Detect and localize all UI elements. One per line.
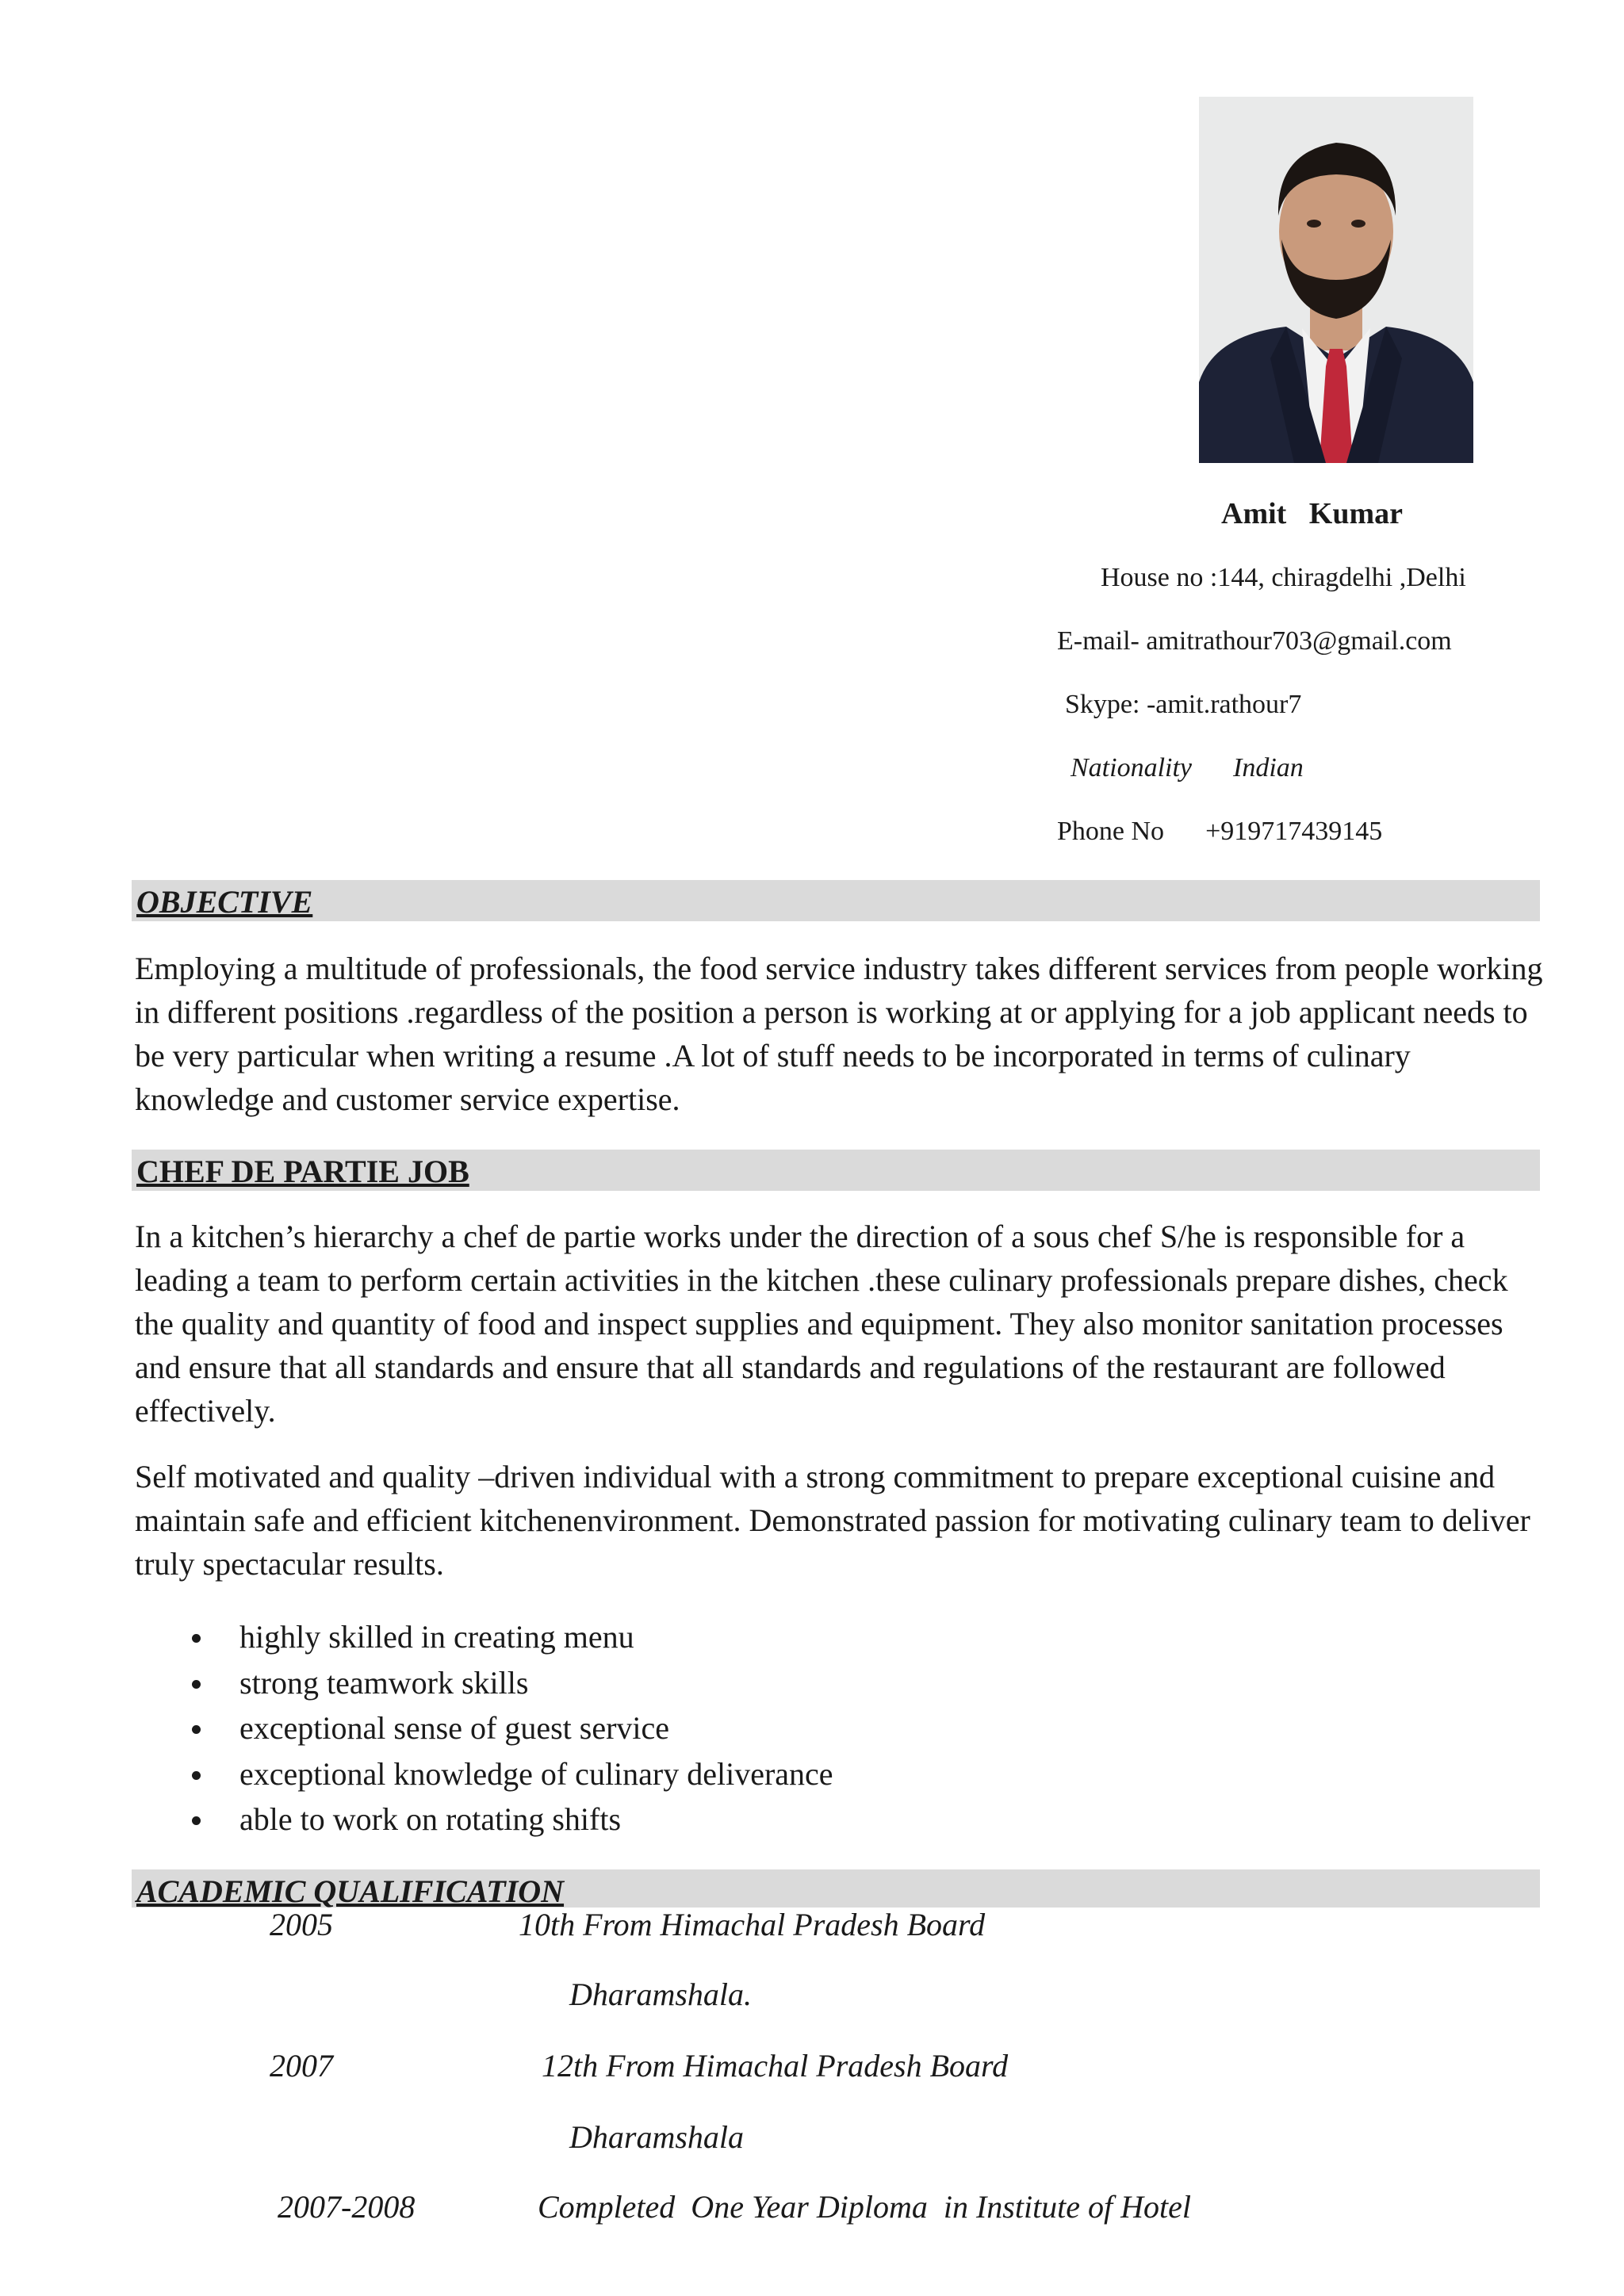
phone bbox=[1057, 817, 1382, 847]
academic-detail: 12th From Himachal Pradesh Board bbox=[542, 2048, 1009, 2084]
academic-detail: Completed One Year Diploma in Institute of Hotel bbox=[538, 2189, 1192, 2225]
skype: Skype: -amit.rathour7 bbox=[1065, 690, 1302, 719]
chef-section-bar bbox=[132, 1150, 1540, 1191]
nationality bbox=[1071, 753, 1304, 783]
list-item: highly skilled in creating menu bbox=[135, 1614, 1324, 1660]
list-item: exceptional sense of guest service bbox=[135, 1705, 1324, 1751]
academic-heading: ACADEMIC QUALIFICATION bbox=[136, 1873, 565, 1909]
chef-heading: CHEF DE PARTIE JOB bbox=[136, 1154, 469, 1189]
contact-block bbox=[0, 0, 1624, 872]
list-item: able to work on rotating shifts bbox=[135, 1797, 1324, 1843]
skills-list bbox=[135, 1614, 1324, 1843]
candidate-name: Amit Kumar bbox=[1221, 497, 1404, 530]
list-item: exceptional knowledge of culinary deliverance bbox=[135, 1751, 1324, 1797]
list-item: strong teamwork skills bbox=[135, 1660, 1324, 1706]
academic-section-bar bbox=[132, 1869, 1540, 1908]
objective-section-bar bbox=[132, 880, 1540, 921]
academic-year: 2005 bbox=[270, 1907, 333, 1942]
academic-year: 2007 bbox=[270, 2048, 333, 2084]
chef-paragraph-1: In a kitchen’s hierarchy a chef de partie works under the direction of a sous chef S/he is responsible for a leading a team to perform certain activities in the kitchen .these culinary professionals prepare dishes, check the quality and quantity of food and inspect supplies and equipment. They also monitor sanitation processes and ensure that all standards and ensure that all standards and regulations of the restaurant are followed effectively. bbox=[135, 1219, 1508, 1429]
objective-text: Employing a multitude of professionals, the food service industry takes different services from people working in different positions .regardless of the position a person is working at or applying for a job applicant needs to be very particular when writing a resume .A lot of stuff needs to be incorporated in terms of culinary knowledge and customer service expertise. bbox=[135, 951, 1543, 1117]
academic-detail: 10th From Himachal Pradesh Board bbox=[519, 1907, 986, 1942]
chef-paragraph-2: Self motivated and quality –driven individual with a strong commitment to prepare exceptional cuisine and maintain safe and efficient kitchenenvironment. Demonstrated passion for motivating culinary team to deliver truly spectacular results. bbox=[135, 1459, 1530, 1582]
objective-heading: OBJECTIVE bbox=[136, 884, 313, 920]
academic-detail: Dharamshala bbox=[569, 2119, 745, 2155]
nationality-label: Nationality bbox=[1071, 753, 1192, 783]
phone-label: Phone No bbox=[1057, 817, 1165, 846]
email: E-mail- amitrathour703@gmail.com bbox=[1057, 626, 1452, 656]
academic-detail: Dharamshala. bbox=[569, 1976, 753, 2012]
address: House no :144, chiragdelhi ,Delhi bbox=[1101, 563, 1466, 592]
academic-year: 2007-2008 bbox=[278, 2189, 416, 2225]
nationality-value: Indian bbox=[1233, 753, 1304, 783]
phone-value: +919717439145 bbox=[1205, 817, 1383, 846]
